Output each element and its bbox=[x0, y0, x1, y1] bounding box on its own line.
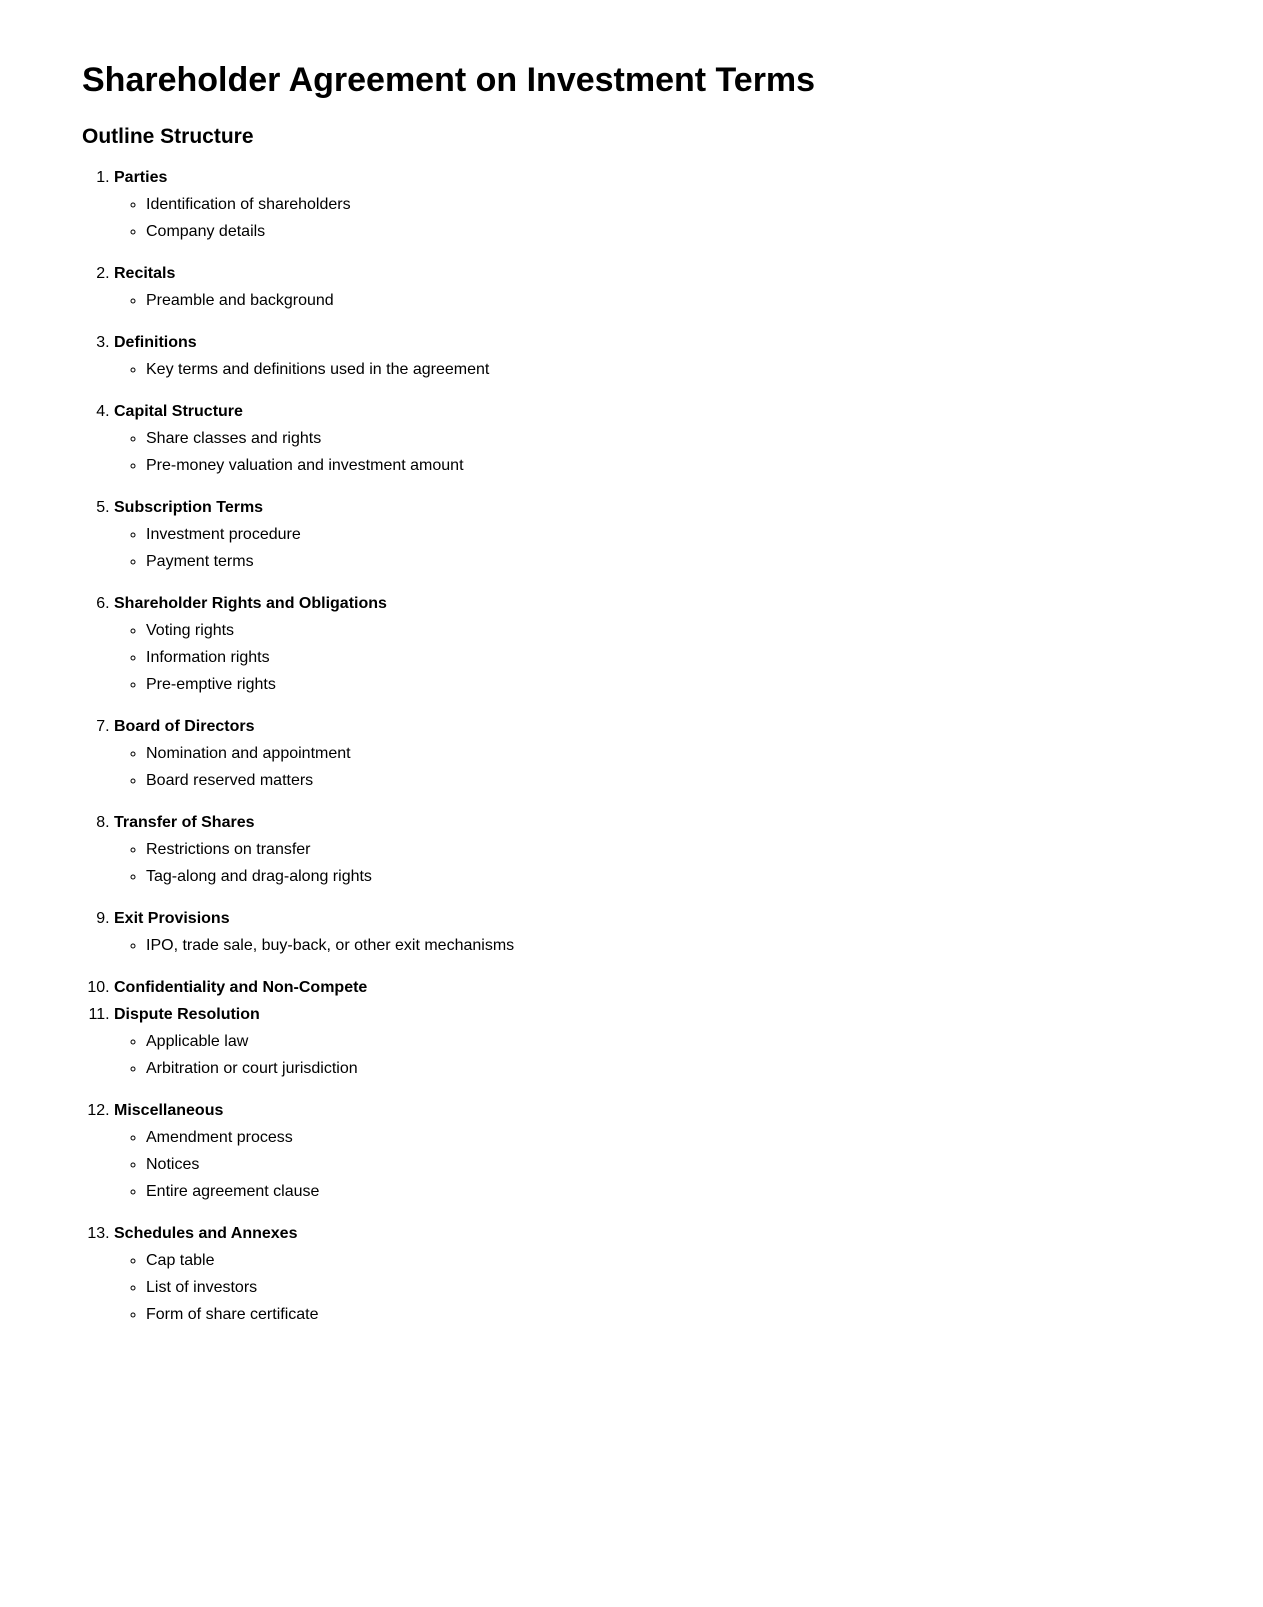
section-title: Shareholder Rights and Obligations bbox=[114, 595, 387, 612]
outline-section bbox=[114, 1001, 1014, 1082]
section-subitems bbox=[114, 836, 1014, 890]
section-subitem: ◦ Tag-along and drag-along rights bbox=[146, 863, 1014, 890]
section-title: Board of Directors bbox=[114, 718, 255, 735]
section-subitems bbox=[114, 617, 1014, 698]
section-subitems bbox=[114, 191, 1014, 245]
section-subitem: ◦ Investment procedure bbox=[146, 521, 1014, 548]
section-title: Transfer of Shares bbox=[114, 814, 255, 831]
outline-section bbox=[114, 260, 1014, 314]
section-subitem: ◦ Pre-emptive rights bbox=[146, 671, 1014, 698]
section-subitem: ◦ Company details bbox=[146, 218, 1014, 245]
outline-heading: Outline Structure bbox=[82, 125, 254, 148]
section-title: Dispute Resolution bbox=[114, 1006, 260, 1023]
section-subitems bbox=[114, 356, 1014, 383]
section-title: Capital Structure bbox=[114, 403, 243, 420]
section-subitem: ◦ Payment terms bbox=[146, 548, 1014, 575]
outline-section bbox=[114, 974, 1014, 1001]
section-subitem: ◦ List of investors bbox=[146, 1274, 1014, 1301]
outline-section bbox=[114, 905, 1014, 959]
section-subitem: ◦ Form of share certificate bbox=[146, 1301, 1014, 1328]
section-subitem: ◦ Preamble and background bbox=[146, 287, 1014, 314]
outline-section bbox=[114, 1097, 1014, 1205]
section-subitem: ◦ Entire agreement clause bbox=[146, 1178, 1014, 1205]
document-page bbox=[82, 0, 1182, 1323]
section-subitem: ◦ Arbitration or court jurisdiction bbox=[146, 1055, 1014, 1082]
section-title: Recitals bbox=[114, 265, 176, 282]
outline-section bbox=[114, 809, 1014, 890]
outline-section bbox=[114, 329, 1014, 383]
document-title: Shareholder Agreement on Investment Terms bbox=[82, 61, 816, 99]
section-subitems bbox=[114, 1028, 1014, 1082]
outline-section bbox=[114, 1220, 1014, 1328]
section-subitem: ◦ Board reserved matters bbox=[146, 767, 1014, 794]
section-subitem: ◦ Restrictions on transfer bbox=[146, 836, 1014, 863]
section-subitems bbox=[114, 1124, 1014, 1205]
section-subitem: ◦ Share classes and rights bbox=[146, 425, 1014, 452]
section-title: Exit Provisions bbox=[114, 910, 230, 927]
section-subitem: ◦ Applicable law bbox=[146, 1028, 1014, 1055]
section-subitem: ◦ Voting rights bbox=[146, 617, 1014, 644]
section-title: Miscellaneous bbox=[114, 1102, 224, 1119]
section-subitem: ◦ Nomination and appointment bbox=[146, 740, 1014, 767]
section-title: Confidentiality and Non-Compete bbox=[114, 979, 368, 996]
section-title: Parties bbox=[114, 169, 168, 186]
section-subitems bbox=[114, 740, 1014, 794]
outline-section bbox=[114, 398, 1014, 479]
section-subitems bbox=[114, 1247, 1014, 1328]
section-subitems bbox=[114, 287, 1014, 314]
section-subitem: ◦ IPO, trade sale, buy-back, or other exit mechanisms bbox=[146, 932, 1014, 959]
section-subitem: ◦ Identification of shareholders bbox=[146, 191, 1014, 218]
section-subitem: ◦ Information rights bbox=[146, 644, 1014, 671]
section-subitems bbox=[114, 521, 1014, 575]
section-subitem: ◦ Pre-money valuation and investment amount bbox=[146, 452, 1014, 479]
section-subitems bbox=[114, 425, 1014, 479]
section-subitems bbox=[114, 932, 1014, 959]
outline-section bbox=[114, 494, 1014, 575]
outline-section bbox=[114, 590, 1014, 698]
section-subitem: ◦ Cap table bbox=[146, 1247, 1014, 1274]
section-title: Definitions bbox=[114, 334, 197, 351]
section-title: Subscription Terms bbox=[114, 499, 264, 516]
outline-section bbox=[114, 164, 1014, 245]
section-subitem: ◦ Notices bbox=[146, 1151, 1014, 1178]
section-title: Schedules and Annexes bbox=[114, 1225, 298, 1242]
section-subitem: ◦ Key terms and definitions used in the agreement bbox=[146, 356, 1014, 383]
outline-list bbox=[82, 164, 1014, 1343]
section-subitem: ◦ Amendment process bbox=[146, 1124, 1014, 1151]
outline-section bbox=[114, 713, 1014, 794]
